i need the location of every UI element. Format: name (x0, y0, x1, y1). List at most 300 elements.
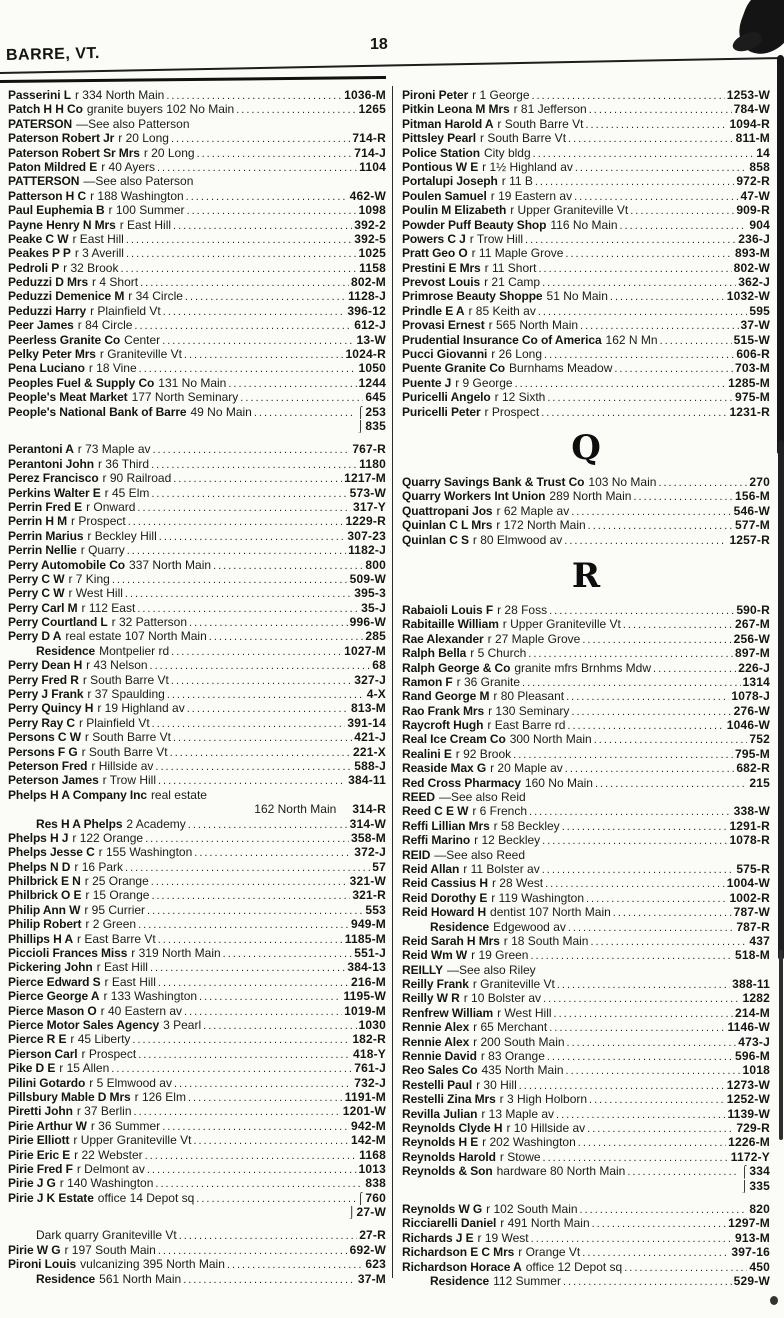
entry-name: Ramon F (402, 674, 453, 689)
dot-leader (613, 905, 732, 919)
phone-number: 1244 (358, 375, 386, 390)
scan-artifact-edge-band (778, 440, 784, 960)
entry-name: Puricelli Peter (402, 404, 481, 419)
dot-leader (595, 776, 747, 790)
entry-detail: r 19 Eastern av (490, 188, 573, 203)
entry-detail: r West Hill (68, 586, 123, 601)
directory-entry-row (402, 862, 770, 876)
phone-number: 391-14 (347, 715, 386, 730)
entry-detail: real estate (150, 787, 207, 802)
phone-number: 182-R (352, 1032, 386, 1047)
phone-number: 1314 (742, 674, 770, 689)
page-number: 18 (370, 36, 388, 53)
entry-detail: r 73 Maple av (77, 442, 151, 457)
entry-detail: r 11 Maple Grove (471, 246, 564, 261)
entry-detail: 51 No Main (546, 289, 608, 304)
directory-entry-row (8, 989, 386, 1003)
dot-leader (627, 1164, 739, 1178)
entry-detail: r 21 Camp (484, 275, 541, 290)
dot-leader (173, 471, 342, 485)
entry-detail: r 11 B (501, 174, 533, 189)
entry-detail: r East Barre Vt (77, 931, 156, 946)
entry-name: Restelli Zina Mrs (402, 1092, 496, 1107)
entry-detail: real estate 107 North Main (65, 629, 207, 644)
entry-detail: r 100 Summer (108, 203, 185, 218)
entry-name: Reynolds Harold (402, 1149, 496, 1164)
dot-leader (151, 888, 350, 902)
directory-entry-row (402, 920, 770, 934)
dot-leader (567, 718, 724, 732)
entry-detail: r 133 Washington (103, 989, 198, 1004)
dot-leader (157, 160, 357, 174)
entry-name: Phelps Jesse C (8, 845, 95, 860)
directory-entry-row (402, 533, 770, 547)
directory-entry-row (8, 1018, 386, 1032)
entry-detail: r Plainfield Vt (78, 715, 150, 730)
dot-leader (565, 761, 735, 775)
entry-detail: r Graniteville Vt (472, 977, 555, 992)
directory-entry-row (8, 304, 386, 318)
entry-detail: r East Hill (119, 217, 172, 232)
entry-name: Rennie Alex (402, 1020, 470, 1035)
directory-entry-row (8, 629, 386, 643)
directory-entry-row (402, 88, 770, 102)
entry-detail: r 18 Vine (88, 361, 137, 376)
entry-name: Peerless Granite Co (8, 332, 121, 347)
dot-leader (542, 862, 735, 876)
directory-entry-row (402, 289, 770, 303)
dot-leader (147, 903, 363, 917)
phone-number: 1195-W (343, 989, 386, 1004)
directory-entry-row (402, 646, 770, 660)
phone-number: 384-11 (348, 773, 386, 788)
dot-leader (240, 390, 363, 404)
phone-number: 1182-J (348, 543, 386, 558)
phone-number: 1078-R (729, 833, 770, 848)
entry-detail: r 102 South Main (486, 1201, 578, 1216)
directory-entry-row (402, 117, 770, 131)
phone-number: 972-R (736, 174, 770, 189)
directory-entry-row (402, 804, 770, 818)
phone-number: 913-M (734, 1230, 770, 1245)
dot-leader (145, 1148, 358, 1162)
phone-number: 787-W (733, 905, 770, 920)
phone-number: 1004-W (726, 876, 770, 891)
phone-number: 596-M (734, 1049, 770, 1064)
entry-name: Pirie J G (8, 1176, 56, 1191)
entry-detail: hardware 80 North Main (496, 1164, 626, 1179)
entry-detail: r 200 South Main (473, 1034, 565, 1049)
entry-name: Perry Quincy H (8, 701, 94, 716)
entry-detail: r 36 Granite (456, 674, 521, 689)
dot-leader (562, 819, 728, 833)
entry-detail: r Upper Graniteville Vt (510, 203, 629, 218)
entry-name: Pirie Arthur W (8, 1118, 87, 1133)
entry-detail: r 22 Webster (74, 1147, 143, 1162)
phone-number: 975-M (734, 390, 770, 405)
phone-number: 462-W (349, 188, 386, 203)
phone-number: 27-R (359, 1228, 386, 1243)
entry-name: Peduzzi D Mrs (8, 275, 89, 290)
dot-leader (213, 558, 363, 572)
dot-leader (563, 1274, 732, 1288)
entry-detail: 160 No Main (524, 775, 593, 790)
entry-detail: r South Barre Vt (479, 131, 567, 146)
phone-number: 515-W (733, 332, 770, 347)
dot-leader (571, 704, 731, 718)
phone-number: 838 (365, 1176, 386, 1191)
dot-leader (236, 102, 356, 116)
entry-detail: r 7 King (68, 571, 110, 586)
entry-detail: r 11 Bolster av (463, 861, 540, 876)
dot-leader (542, 833, 727, 847)
directory-entry-row (8, 932, 386, 946)
phone-number: 1046-W (726, 718, 770, 733)
directory-entry-row (402, 1035, 770, 1049)
dot-leader (547, 1049, 733, 1063)
directory-entry-row (8, 218, 386, 232)
dot-leader (184, 347, 344, 361)
entry-detail: r Beckley Hill (87, 528, 157, 543)
phone-number: 1032-W (726, 289, 770, 304)
directory-entry-row (8, 903, 386, 917)
directory-entry-row (8, 275, 386, 289)
directory-entry-row (8, 1162, 386, 1176)
phone-number: 317-Y (352, 499, 386, 514)
directory-entry-row (8, 960, 386, 974)
phone-number: 1273-W (726, 1077, 770, 1092)
phone-number: 509-W (349, 571, 386, 586)
entry-name: Perry Ray C (8, 715, 75, 730)
directory-entry-row (8, 860, 386, 874)
phone-number: 276-W (733, 703, 770, 718)
dot-leader (125, 586, 352, 600)
directory-entry-row (8, 1228, 386, 1242)
entry-detail: r 126 Elm (134, 1089, 186, 1104)
phone-number: 418-Y (352, 1046, 386, 1061)
entry-detail: r Plainfield Vt (90, 303, 161, 318)
phone-number: 732-J (354, 1075, 386, 1090)
entry-name: Rennie David (402, 1049, 477, 1064)
dot-leader (544, 347, 734, 361)
phone-number: ⌠ 760 (357, 1191, 386, 1205)
dot-leader (620, 218, 748, 232)
phone-number: 795-M (734, 746, 770, 761)
entry-name: Peer James (8, 318, 74, 333)
dot-leader (549, 603, 734, 617)
entry-name: Reid Dorothy E (402, 890, 488, 905)
directory-entry-row (402, 675, 770, 689)
directory-entry-row (402, 405, 770, 419)
dot-leader (137, 601, 359, 615)
directory-entry-row (402, 318, 770, 332)
dot-leader (624, 1260, 747, 1274)
directory-entry-row (8, 376, 386, 390)
directory-entry-row (402, 661, 770, 675)
directory-entry-row (402, 1260, 770, 1274)
entry-name: Persons F G (8, 744, 78, 759)
directory-entry-row (402, 819, 770, 833)
header-rule-bottom (0, 76, 386, 83)
phone-number: 57 (372, 859, 386, 874)
cross-reference-row (8, 117, 386, 131)
entry-name: Perantoni A (8, 442, 74, 457)
directory-entry-row (8, 261, 386, 275)
entry-name: Primrose Beauty Shoppe (402, 289, 543, 304)
dot-leader (147, 1162, 357, 1176)
dot-leader (566, 689, 729, 703)
phone-number: 1229-R (345, 514, 386, 529)
dot-leader (189, 615, 348, 629)
entry-detail: r South Barre Vt (81, 744, 168, 759)
dot-leader (529, 804, 732, 818)
directory-entry-row (8, 802, 386, 816)
phone-number: 1282 (742, 991, 770, 1006)
entry-name: Res H A Phelps (36, 816, 123, 831)
entry-name: Pitman Harold A (402, 116, 494, 131)
phone-number: 996-W (349, 615, 386, 630)
directory-entry-row (8, 572, 386, 586)
entry-detail: r 19 West (477, 1230, 529, 1245)
directory-entry-row (8, 1004, 386, 1018)
phone-number: 1217-M (344, 471, 386, 486)
directory-entry-row (402, 347, 770, 361)
column-divider-rule (392, 86, 393, 1278)
entry-detail: r 25 Orange (84, 874, 149, 889)
phone-number: 551-J (354, 946, 386, 961)
entry-name: Pucci Giovanni (402, 347, 488, 362)
entry-name: Perry J Frank (8, 687, 84, 702)
entry-detail: r 28 Foss (497, 602, 548, 617)
entry-name: Pena Luciano (8, 361, 85, 376)
entry-name: PATTERSON (8, 174, 80, 189)
scan-artifact-edge-band (777, 55, 784, 455)
entry-name: People's National Bank of Barre (8, 404, 187, 419)
dot-leader (541, 405, 727, 419)
dot-leader (127, 543, 346, 557)
dot-leader (150, 658, 371, 672)
entry-detail: r 3 Averill (74, 246, 124, 261)
entry-name: Pittsley Pearl (402, 131, 476, 146)
entry-detail: r Orange Vt (518, 1245, 581, 1260)
entry-name: Quattropani Jos (402, 503, 493, 518)
dot-leader (173, 730, 352, 744)
directory-entry-row (8, 405, 386, 419)
entry-detail: 337 North Main (129, 557, 212, 572)
phone-number: 362-J (738, 275, 770, 290)
dot-leader (582, 632, 731, 646)
scan-artifact-edge-band (779, 950, 783, 1140)
entry-name: Phelps N D (8, 859, 71, 874)
entry-detail: 162 N Mn (605, 332, 658, 347)
dot-leader (151, 874, 348, 888)
entry-detail: r 19 Highland av (97, 701, 185, 716)
entry-name: REED (402, 790, 435, 805)
dot-leader (564, 533, 727, 547)
dot-leader (158, 773, 346, 787)
directory-entry-row (402, 1216, 770, 1230)
phone-number: 1018 (742, 1063, 770, 1078)
dot-leader (633, 489, 733, 503)
phone-number: 546-W (733, 503, 770, 518)
entry-name: Perrin Fred E (8, 499, 83, 514)
entry-name: Revilla Julian (402, 1106, 478, 1121)
directory-entry-row (402, 361, 770, 375)
dot-leader (545, 876, 725, 890)
entry-detail: r 40 Ayers (101, 159, 155, 174)
directory-entry-row (402, 1049, 770, 1063)
phone-number: 270 (749, 474, 770, 489)
entry-detail: r 34 Circle (128, 289, 183, 304)
entry-detail: —See also Reed (434, 847, 526, 862)
directory-entry-row (402, 977, 770, 991)
dot-leader (549, 1020, 725, 1034)
entry-detail: Dark quarry Graniteville Vt (36, 1228, 177, 1243)
entry-detail: r 6 French (472, 804, 528, 819)
directory-entry-row (8, 745, 386, 759)
directory-entry-row (402, 131, 770, 145)
entry-name: Perry Fred R (8, 672, 79, 687)
entry-detail: r Stowe (499, 1149, 541, 1164)
directory-entry-row (402, 1135, 770, 1149)
directory-entry-row (8, 730, 386, 744)
entry-name: Reilly Frank (402, 977, 469, 992)
phone-number: 1231-R (729, 404, 770, 419)
dot-leader (153, 442, 351, 456)
entry-name: Perrin H M (8, 514, 68, 529)
entry-detail: r 2 Green (85, 917, 137, 932)
dot-leader (542, 275, 736, 289)
dot-leader (543, 991, 740, 1005)
dot-leader (184, 1004, 342, 1018)
dot-leader (150, 960, 345, 974)
directory-entry-row (8, 759, 386, 773)
dot-leader (173, 218, 352, 232)
dot-leader (586, 891, 727, 905)
entry-name: Phelps H J (8, 830, 69, 845)
directory-entry-row (402, 632, 770, 646)
entry-name: Piccioli Frances Miss (8, 946, 128, 961)
phone-number: 858 (749, 159, 770, 174)
entry-detail: r 83 Orange (480, 1049, 545, 1064)
dot-leader (187, 203, 357, 217)
dot-leader (589, 1092, 725, 1106)
entry-name: Reaside Max G (402, 761, 487, 776)
directory-entry-row (8, 500, 386, 514)
scan-artifact-speck (770, 1296, 778, 1305)
directory-entry-row (402, 518, 770, 532)
dot-leader (145, 831, 349, 845)
directory-entry-row (402, 718, 770, 732)
entry-name: People's Meat Market (8, 390, 128, 405)
phone-number: 35-J (361, 600, 386, 615)
phone-number: 226-J (738, 660, 770, 675)
phone-number: 338-W (733, 804, 770, 819)
entry-detail: r 45 Elm (104, 485, 150, 500)
dot-leader (111, 1061, 352, 1075)
entry-name: Quarry Workers Int Union (402, 489, 546, 504)
entry-name: Reid Howard H (402, 905, 487, 920)
directory-entry-row (402, 1231, 770, 1245)
phone-number: 14 (756, 145, 770, 160)
dot-leader (614, 361, 733, 375)
phone-number: 314-W (349, 816, 386, 831)
entry-detail: r South Barre Vt (84, 730, 171, 745)
directory-entry-row (402, 1179, 770, 1193)
entry-name: Peakes P P (8, 246, 71, 261)
phone-number: 1139-W (727, 1106, 770, 1121)
entry-detail: granite mfrs Brnhms Mdw (514, 660, 652, 675)
dot-leader (171, 644, 342, 658)
entry-detail: dentist 107 North Main (490, 905, 611, 920)
entry-detail: r 11 Short (484, 260, 537, 275)
phone-number: 645 (365, 390, 386, 405)
entry-name: Perry C W (8, 586, 65, 601)
entry-detail: r Quarry (80, 543, 125, 558)
directory-entry-row (402, 1164, 770, 1178)
phone-number: 307-23 (347, 528, 386, 543)
entry-detail: —See also Riley (446, 962, 536, 977)
phone-number: 1094-R (729, 116, 770, 131)
entry-name: Pirie J K Estate (8, 1190, 94, 1205)
entry-name: Residence (36, 1271, 96, 1286)
entry-detail: 116 No Main (550, 217, 618, 232)
phone-number: 221-X (352, 744, 386, 759)
entry-name: Pontious W E (402, 159, 479, 174)
entry-name: Pelky Peter Mrs (8, 347, 96, 362)
dot-leader (183, 1272, 356, 1286)
entry-name: Peduzzi Demenice M (8, 289, 125, 304)
entry-name: Reffi Lillian Mrs (402, 818, 490, 833)
dot-leader (162, 333, 354, 347)
entry-name: Perry Dean H (8, 658, 83, 673)
phone-number: 761-J (354, 1061, 386, 1076)
directory-entry-row (8, 1133, 386, 1147)
entry-name: Reilly W R (402, 991, 460, 1006)
dot-leader (533, 146, 755, 160)
entry-detail: r 565 North Main (488, 318, 579, 333)
phone-number: 1098 (358, 203, 386, 218)
entry-name: Perry Automobile Co (8, 557, 126, 572)
phone-number: 692-W (349, 1242, 386, 1257)
dot-leader (171, 131, 350, 145)
dot-leader (567, 1035, 737, 1049)
entry-detail: Edgewood av (493, 919, 566, 934)
phone-number: 714-J (354, 145, 386, 160)
directory-entry-row (8, 975, 386, 989)
entry-name: Puente Granite Co (402, 361, 505, 376)
entry-detail: —See also Paterson (83, 174, 194, 189)
dot-leader (138, 917, 349, 931)
entry-name: Rennie Alex (402, 1034, 470, 1049)
directory-entry-row (8, 88, 386, 102)
entry-name: Phillips H A (8, 931, 74, 946)
phone-number: ⌠ 334 (741, 1164, 770, 1178)
entry-name: Perrin Nellie (8, 543, 77, 558)
entry-name: Rabaioli Louis F (402, 602, 494, 617)
entry-detail: r 1½ Highland av (482, 159, 573, 174)
directory-entry-row (402, 1202, 770, 1216)
entry-name: Reynolds W G (402, 1201, 483, 1216)
entry-name: Poulen Samuel (402, 188, 487, 203)
dot-leader (538, 261, 731, 275)
phone-number: 397-16 (731, 1245, 770, 1260)
directory-entry-row (8, 102, 386, 116)
phone-number: 473-J (738, 1034, 770, 1049)
entry-name: Richardson E C Mrs (402, 1245, 515, 1260)
phone-number: 384-13 (347, 960, 386, 975)
phone-number: 904 (749, 217, 770, 232)
